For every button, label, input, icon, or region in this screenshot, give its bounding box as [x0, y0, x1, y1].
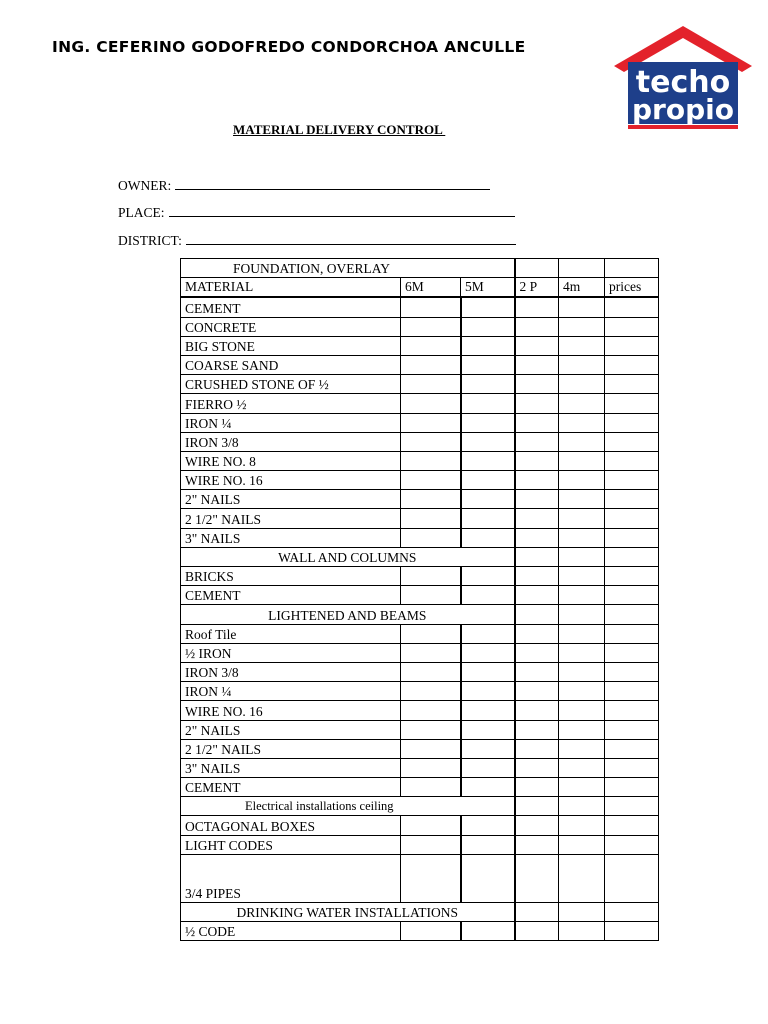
entry-cell[interactable]: [461, 297, 515, 317]
entry-cell[interactable]: [515, 816, 559, 835]
section-header-row: [181, 797, 659, 816]
entry-cell[interactable]: [461, 567, 515, 586]
entry-cell[interactable]: [461, 816, 515, 835]
entry-cell[interactable]: [515, 835, 559, 854]
entry-cell[interactable]: [559, 297, 605, 317]
entry-cell[interactable]: [559, 509, 605, 528]
entry-cell[interactable]: [401, 297, 461, 317]
material-name: 2" NAILS: [181, 490, 401, 509]
section-header-row: [181, 902, 659, 921]
entry-cell[interactable]: [605, 835, 659, 854]
material-row: [181, 567, 659, 586]
entry-cell[interactable]: [401, 355, 461, 374]
entry-cell[interactable]: [605, 528, 659, 547]
entry-cell[interactable]: [605, 778, 659, 797]
material-row: [181, 509, 659, 528]
entry-cell[interactable]: [559, 394, 605, 413]
section-header-row: [181, 547, 659, 566]
entry-cell[interactable]: [515, 902, 559, 921]
entry-cell[interactable]: [559, 624, 605, 643]
entry-cell[interactable]: [515, 509, 559, 528]
material-row: [181, 739, 659, 758]
techo-propio-logo: [610, 22, 756, 132]
entry-cell[interactable]: [559, 605, 605, 624]
entry-cell[interactable]: [461, 413, 515, 432]
section-title: FOUNDATION, OVERLAY: [181, 259, 515, 278]
entry-cell[interactable]: [559, 432, 605, 451]
material-row: [181, 451, 659, 470]
material-name: COARSE SAND: [181, 355, 401, 374]
entry-cell[interactable]: [461, 471, 515, 490]
material-row: [181, 922, 659, 941]
entry-cell[interactable]: [401, 317, 461, 336]
material-row: [181, 394, 659, 413]
entry-cell[interactable]: [401, 471, 461, 490]
entry-cell[interactable]: [461, 922, 515, 941]
entry-cell[interactable]: [515, 797, 559, 816]
material-row: [181, 375, 659, 394]
entry-cell[interactable]: [401, 739, 461, 758]
entry-cell[interactable]: [605, 451, 659, 470]
entry-cell[interactable]: [461, 854, 515, 902]
entry-cell[interactable]: [559, 835, 605, 854]
entry-cell[interactable]: [559, 547, 605, 566]
material-name: 3" NAILS: [181, 758, 401, 777]
entry-cell[interactable]: [401, 778, 461, 797]
entry-cell[interactable]: [605, 922, 659, 941]
entry-cell[interactable]: [515, 701, 559, 720]
entry-cell[interactable]: [461, 528, 515, 547]
entry-cell[interactable]: [605, 816, 659, 835]
entry-cell[interactable]: [401, 490, 461, 509]
entry-cell[interactable]: [461, 682, 515, 701]
entry-cell[interactable]: [559, 586, 605, 605]
material-name: WIRE NO. 8: [181, 451, 401, 470]
section-title: LIGHTENED AND BEAMS: [181, 605, 515, 624]
column-header: 4m: [559, 278, 605, 298]
entry-cell[interactable]: [559, 471, 605, 490]
material-table: [180, 258, 659, 941]
place-blank-line[interactable]: [169, 204, 515, 217]
entry-cell[interactable]: [461, 490, 515, 509]
logo-word-propio: propio: [632, 93, 734, 126]
entry-cell[interactable]: [401, 682, 461, 701]
material-name: IRON ¼: [181, 682, 401, 701]
entry-cell[interactable]: [559, 922, 605, 941]
entry-cell[interactable]: [515, 451, 559, 470]
entry-cell[interactable]: [515, 662, 559, 681]
material-row: [181, 586, 659, 605]
entry-cell[interactable]: [605, 413, 659, 432]
entry-cell[interactable]: [401, 720, 461, 739]
material-row: [181, 816, 659, 835]
section-header-row: [181, 605, 659, 624]
entry-cell[interactable]: [401, 758, 461, 777]
material-name: IRON 3/8: [181, 662, 401, 681]
entry-cell[interactable]: [605, 662, 659, 681]
material-name: CEMENT: [181, 297, 401, 317]
material-name: 2 1/2" NAILS: [181, 509, 401, 528]
entry-cell[interactable]: [401, 451, 461, 470]
entry-cell[interactable]: [605, 336, 659, 355]
entry-cell[interactable]: [559, 739, 605, 758]
entry-cell[interactable]: [559, 259, 605, 278]
material-name: 3" NAILS: [181, 528, 401, 547]
entry-cell[interactable]: [515, 682, 559, 701]
column-header-row: [181, 278, 659, 298]
place-field: [118, 204, 515, 221]
entry-cell[interactable]: [559, 317, 605, 336]
entry-cell[interactable]: [515, 547, 559, 566]
material-row: [181, 413, 659, 432]
entry-cell[interactable]: [559, 797, 605, 816]
material-name: IRON 3/8: [181, 432, 401, 451]
entry-cell[interactable]: [559, 701, 605, 720]
material-name: 2 1/2" NAILS: [181, 739, 401, 758]
material-row: [181, 471, 659, 490]
entry-cell[interactable]: [559, 451, 605, 470]
place-label: PLACE:: [118, 205, 165, 220]
entry-cell[interactable]: [559, 662, 605, 681]
entry-cell[interactable]: [515, 297, 559, 317]
entry-cell[interactable]: [515, 758, 559, 777]
entry-cell[interactable]: [461, 720, 515, 739]
material-row: [181, 720, 659, 739]
entry-cell[interactable]: [559, 413, 605, 432]
entry-cell[interactable]: [559, 816, 605, 835]
material-row: [181, 662, 659, 681]
material-name: IRON ¼: [181, 413, 401, 432]
entry-cell[interactable]: [401, 701, 461, 720]
entry-cell[interactable]: [401, 662, 461, 681]
column-header: 2 P: [515, 278, 559, 298]
material-name: WIRE NO. 16: [181, 471, 401, 490]
entry-cell[interactable]: [605, 854, 659, 902]
entry-cell[interactable]: [559, 375, 605, 394]
owner-field: [118, 177, 490, 194]
material-name: CRUSHED STONE OF ½: [181, 375, 401, 394]
material-row: [181, 643, 659, 662]
column-header: MATERIAL: [181, 278, 401, 298]
material-row: [181, 682, 659, 701]
entry-cell[interactable]: [401, 509, 461, 528]
logo-word-techo: techo: [635, 65, 731, 100]
column-header: prices: [605, 278, 659, 298]
entry-cell[interactable]: [559, 778, 605, 797]
material-name: BRICKS: [181, 567, 401, 586]
material-name: Roof Tile: [181, 624, 401, 643]
entry-cell[interactable]: [461, 509, 515, 528]
entry-cell[interactable]: [515, 567, 559, 586]
entry-cell[interactable]: [605, 509, 659, 528]
entry-cell[interactable]: [515, 394, 559, 413]
entry-cell[interactable]: [559, 854, 605, 902]
material-name: ½ IRON: [181, 643, 401, 662]
entry-cell[interactable]: [401, 586, 461, 605]
entry-cell[interactable]: [461, 739, 515, 758]
entry-cell[interactable]: [461, 778, 515, 797]
material-row: [181, 490, 659, 509]
entry-cell[interactable]: [605, 682, 659, 701]
entry-cell[interactable]: [605, 355, 659, 374]
entry-cell[interactable]: [401, 643, 461, 662]
entry-cell[interactable]: [515, 720, 559, 739]
entry-cell[interactable]: [605, 797, 659, 816]
entry-cell[interactable]: [515, 413, 559, 432]
entry-cell[interactable]: [515, 854, 559, 902]
entry-cell[interactable]: [515, 336, 559, 355]
entry-cell[interactable]: [515, 490, 559, 509]
entry-cell[interactable]: [515, 471, 559, 490]
entry-cell[interactable]: [559, 490, 605, 509]
entry-cell[interactable]: [401, 528, 461, 547]
entry-cell[interactable]: [461, 835, 515, 854]
material-name: LIGHT CODES: [181, 835, 401, 854]
material-name: 3/4 PIPES: [181, 854, 401, 902]
column-header: 5M: [461, 278, 515, 298]
entry-cell[interactable]: [515, 375, 559, 394]
entry-cell[interactable]: [605, 317, 659, 336]
material-name: ½ CODE: [181, 922, 401, 941]
entry-cell[interactable]: [461, 394, 515, 413]
entry-cell[interactable]: [605, 902, 659, 921]
entry-cell[interactable]: [605, 297, 659, 317]
entry-cell[interactable]: [515, 586, 559, 605]
material-name: 2" NAILS: [181, 720, 401, 739]
entry-cell[interactable]: [605, 432, 659, 451]
entry-cell[interactable]: [605, 471, 659, 490]
entry-cell[interactable]: [605, 739, 659, 758]
entry-cell[interactable]: [515, 317, 559, 336]
material-row: [181, 835, 659, 854]
entry-cell[interactable]: [461, 451, 515, 470]
entry-cell[interactable]: [515, 643, 559, 662]
material-row: [181, 758, 659, 777]
entry-cell[interactable]: [401, 816, 461, 835]
entry-cell[interactable]: [515, 739, 559, 758]
entry-cell[interactable]: [515, 605, 559, 624]
entry-cell[interactable]: [559, 355, 605, 374]
material-row: [181, 624, 659, 643]
section-title: DRINKING WATER INSTALLATIONS: [181, 902, 515, 921]
material-name: CEMENT: [181, 586, 401, 605]
entry-cell[interactable]: [461, 643, 515, 662]
entry-cell[interactable]: [559, 528, 605, 547]
entry-cell[interactable]: [401, 432, 461, 451]
district-blank-line[interactable]: [186, 232, 516, 245]
entry-cell[interactable]: [515, 528, 559, 547]
entry-cell[interactable]: [605, 720, 659, 739]
entry-cell[interactable]: [605, 567, 659, 586]
section-header-row: [181, 259, 659, 278]
entry-cell[interactable]: [605, 394, 659, 413]
material-row: [181, 854, 659, 902]
entry-cell[interactable]: [605, 624, 659, 643]
entry-cell[interactable]: [515, 355, 559, 374]
entry-cell[interactable]: [605, 375, 659, 394]
material-name: FIERRO ½: [181, 394, 401, 413]
entry-cell[interactable]: [559, 567, 605, 586]
material-row: [181, 701, 659, 720]
entry-cell[interactable]: [401, 624, 461, 643]
entry-cell[interactable]: [515, 624, 559, 643]
owner-label: OWNER:: [118, 178, 172, 193]
entry-cell[interactable]: [605, 547, 659, 566]
material-name: CONCRETE: [181, 317, 401, 336]
entry-cell[interactable]: [605, 605, 659, 624]
entry-cell[interactable]: [401, 375, 461, 394]
entry-cell[interactable]: [461, 758, 515, 777]
entry-cell[interactable]: [401, 336, 461, 355]
material-row: [181, 528, 659, 547]
entry-cell[interactable]: [515, 778, 559, 797]
column-header: 6M: [401, 278, 461, 298]
district-field: [118, 232, 516, 249]
entry-cell[interactable]: [559, 682, 605, 701]
material-name: WIRE NO. 16: [181, 701, 401, 720]
entry-cell[interactable]: [461, 701, 515, 720]
entry-cell[interactable]: [605, 643, 659, 662]
entry-cell[interactable]: [461, 624, 515, 643]
material-name: BIG STONE: [181, 336, 401, 355]
entry-cell[interactable]: [461, 317, 515, 336]
entry-cell[interactable]: [515, 432, 559, 451]
entry-cell[interactable]: [401, 835, 461, 854]
entry-cell[interactable]: [401, 854, 461, 902]
entry-cell[interactable]: [461, 336, 515, 355]
entry-cell[interactable]: [605, 490, 659, 509]
entry-cell[interactable]: [515, 259, 559, 278]
section-title: Electrical installations ceiling: [181, 797, 515, 816]
engineer-name: ING. CEFERINO GODOFREDO CONDORCHOA ANCULLE: [52, 38, 526, 56]
entry-cell[interactable]: [461, 662, 515, 681]
entry-cell[interactable]: [559, 902, 605, 921]
document-title: MATERIAL DELIVERY CONTROL: [233, 122, 446, 137]
entry-cell[interactable]: [559, 643, 605, 662]
material-row: [181, 778, 659, 797]
material-row: [181, 432, 659, 451]
entry-cell[interactable]: [401, 922, 461, 941]
entry-cell[interactable]: [461, 432, 515, 451]
material-row: [181, 297, 659, 317]
entry-cell[interactable]: [401, 567, 461, 586]
entry-cell[interactable]: [559, 336, 605, 355]
entry-cell[interactable]: [605, 758, 659, 777]
district-label: DISTRICT:: [118, 233, 182, 248]
entry-cell[interactable]: [559, 720, 605, 739]
material-row: [181, 355, 659, 374]
material-name: CEMENT: [181, 778, 401, 797]
entry-cell[interactable]: [461, 375, 515, 394]
section-title: WALL AND COLUMNS: [181, 547, 515, 566]
material-name: OCTAGONAL BOXES: [181, 816, 401, 835]
entry-cell[interactable]: [401, 413, 461, 432]
entry-cell[interactable]: [461, 355, 515, 374]
entry-cell[interactable]: [605, 701, 659, 720]
owner-blank-line[interactable]: [175, 177, 490, 190]
material-row: [181, 317, 659, 336]
entry-cell[interactable]: [515, 922, 559, 941]
entry-cell[interactable]: [401, 394, 461, 413]
material-row: [181, 336, 659, 355]
entry-cell[interactable]: [461, 586, 515, 605]
entry-cell[interactable]: [605, 586, 659, 605]
entry-cell[interactable]: [559, 758, 605, 777]
entry-cell[interactable]: [605, 259, 659, 278]
